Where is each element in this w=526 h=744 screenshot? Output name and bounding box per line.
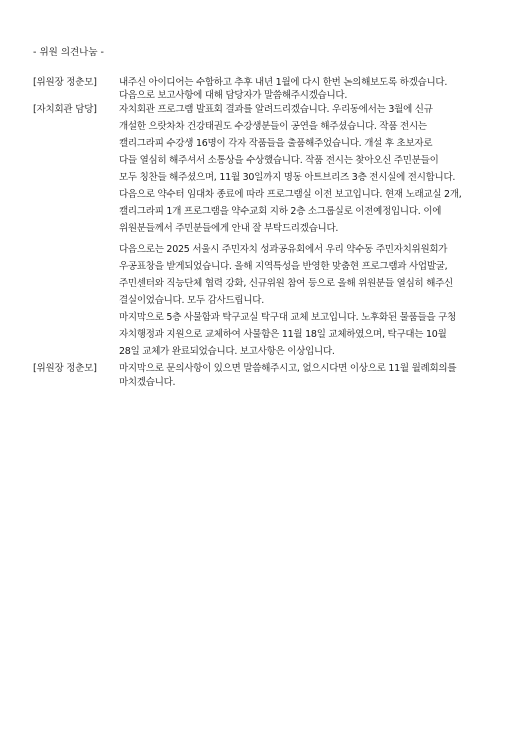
speaker-label: [위원장 정춘모]: [33, 363, 97, 374]
entry-line: 다음으로 보고사항에 대해 담당자가 말씀해주시겠습니다.: [119, 90, 348, 101]
entry-line: 마치겠습니다.: [119, 377, 176, 388]
entry-line: 우공표창을 받게되었습니다. 올해 지역특성을 반영한 맞춤현 프로그램과 사업발굴,: [119, 261, 448, 272]
entry-line: 다음으로 약수터 임대차 종료에 따라 프로그램실 이전 보고입니다. 현재 노래교실 2개,: [119, 189, 462, 200]
entry-line: 마지막으로 문의사항이 있으면 말씀해주시고, 없으시다면 이상으로 11월 월례회의를: [119, 363, 457, 374]
section-title: - 위원 의견나눔 -: [33, 47, 104, 58]
entry-line: 다들 열심히 해주셔서 소통상을 수상했습니다. 작품 전시는 찾아오신 주민분들이: [119, 155, 439, 166]
entry-line: 개설한 으랏차차 건강태권도 수강생분들이 공연을 해주셨습니다. 작품 전시는: [119, 121, 427, 132]
entry-line: 캘리그라피 수강생 16명이 각자 작품들을 출품해주었습니다. 개설 후 초보자로: [119, 138, 433, 149]
speaker-label: [위원장 정춘모]: [33, 77, 97, 88]
entry-line: 캘리그라피 1개 프로그램을 약수교회 지하 2층 소그룹실로 이전예정입니다. 이에: [119, 206, 442, 217]
entry-line: 위원분들께서 주민분들에게 안내 잘 부탁드리겠습니다.: [119, 223, 339, 234]
entry-line: 28일 교체가 완료되었습니다. 보고사항은 이상입니다.: [119, 346, 335, 357]
entry-body: [119, 76, 507, 102]
entry-line: 자치회관 프로그램 발표회 결과를 알려드리겠습니다. 우리동에서는 3월에 신규: [119, 104, 433, 115]
speaker-label: [자치회관 담당]: [33, 104, 97, 115]
entry-line: 자치행정과 지원으로 교체하여 사물함은 11월 18일 교체하였으며, 탁구대는 10월: [119, 329, 447, 340]
entry-line: 모두 칭찬들 해주셨으며, 11월 30일까지 명동 아트브리즈 3층 전시실에 전시합니다.: [119, 172, 456, 183]
entry-line: 마지막으로 5층 사물함과 탁구교실 탁구대 교체 보고입니다. 노후화된 물품들을 구청: [119, 312, 457, 323]
entry-line: 내주신 아이디어는 수합하고 추후 내년 1월에 다시 한번 논의해보도록 하겠습니다.: [119, 77, 448, 88]
entry-line: 주민센터와 직능단체 협력 강화, 신규위원 참여 등으로 올해 위원분들 열심히 해주신: [119, 278, 453, 289]
entry-line: 결실이었습니다. 모두 감사드립니다.: [119, 295, 264, 306]
entry-body: [119, 101, 507, 360]
entry-body: [119, 362, 507, 390]
entry-line: 다음으로는 2025 서울시 주민자치 성과공유회에서 우리 약수동 주민자치위원회가: [119, 244, 448, 255]
